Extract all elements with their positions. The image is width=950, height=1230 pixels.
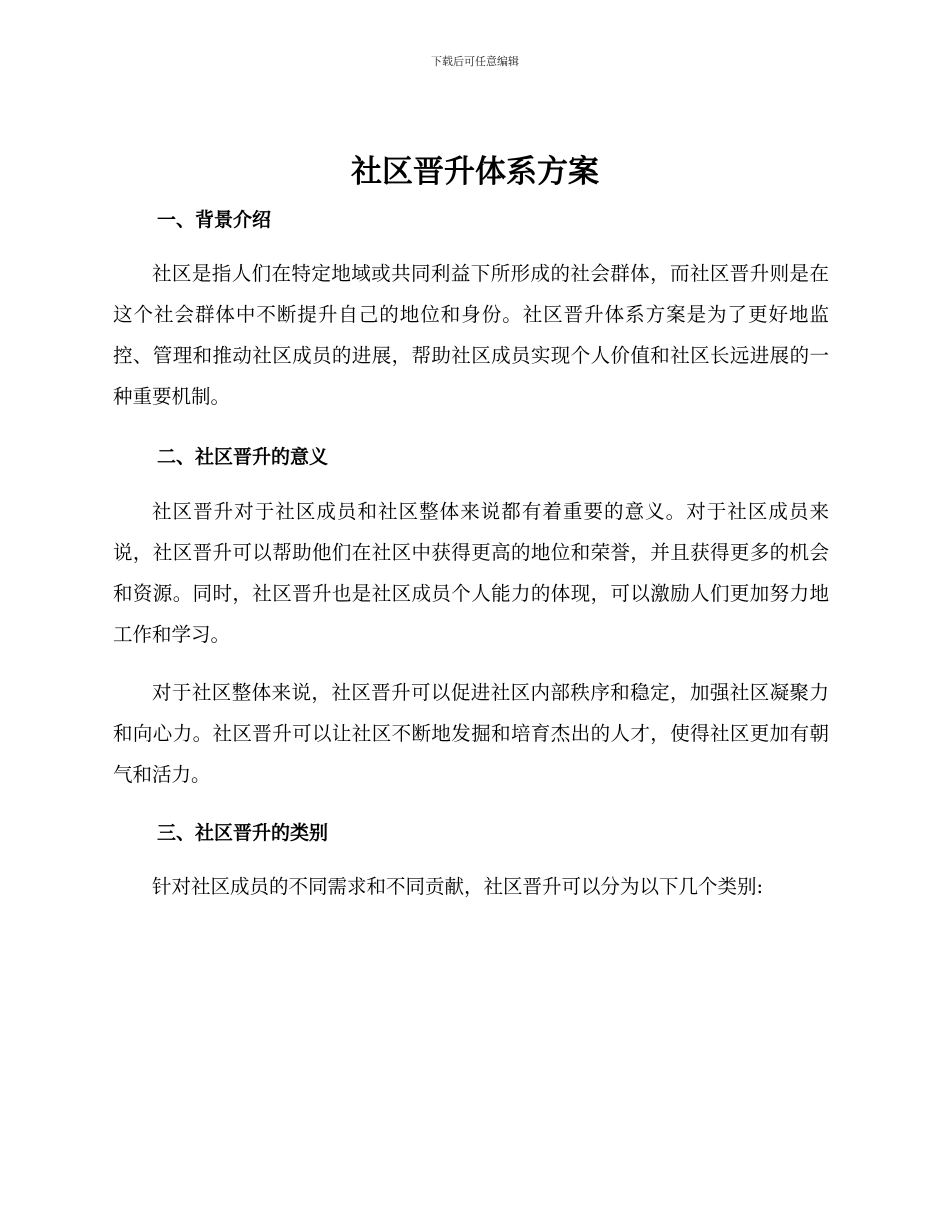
paragraph-categories: 针对社区成员的不同需求和不同贡献，社区晋升可以分为以下几个类别:	[152, 875, 764, 898]
section-heading-background: 一、背景介绍	[157, 209, 272, 231]
paragraph-significance-community: 对于社区整体来说，社区晋升可以促进社区内部秩序和稳定，加强社区凝聚力和向心力。社区晋升可以让社区不断地发掘和培育杰出的人才，使得社区更加有朝气和活力。	[113, 681, 829, 786]
paragraph-significance-members: 社区晋升对于社区成员和社区整体来说都有着重要的意义。对于社区成员来说，社区晋升可以帮助他们在社区中获得更高的地位和荣誉，并且获得更多的机会和资源。同时，社区晋升也是社区成员个人能力的体现，可以激励人们更加努力地工作和学习。	[113, 500, 829, 646]
paragraph-background: 社区是指人们在特定地域或共同利益下所形成的社会群体，而社区晋升则是在这个社会群体中不断提升自己的地位和身份。社区晋升体系方案是为了更好地监控、管理和推动社区成员的进展，帮助社区成员实现个人价值和社区长远进展的一种重要机制。	[113, 262, 829, 408]
section-heading-categories: 三、社区晋升的类别	[157, 822, 329, 844]
section-heading-significance: 二、社区晋升的意义	[157, 446, 329, 468]
header-note: 下载后可任意编辑	[431, 55, 519, 68]
document-title: 社区晋升体系方案	[351, 154, 599, 190]
